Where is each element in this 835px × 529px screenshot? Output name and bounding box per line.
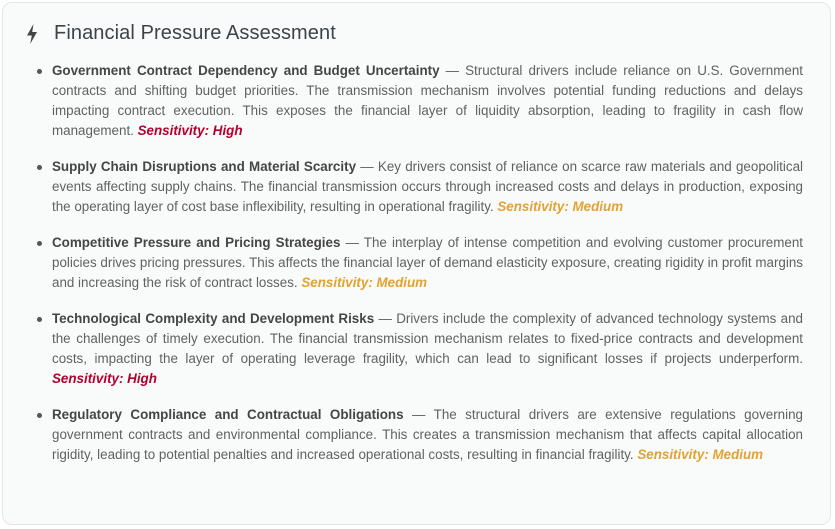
assessment-card xyxy=(2,2,831,525)
list-item xyxy=(35,61,803,141)
sensitivity-badge: Sensitivity: High xyxy=(137,123,243,138)
card-header xyxy=(25,22,336,45)
item-text: — The interplay of intense competition and evolving customer procurement policies drives pricing pressures. This affects the financial layer of demand elasticity exposure, creating rigidity in profit margins and increasing the risk of contract losses. xyxy=(52,235,803,290)
item-title: Regulatory Compliance and Contractual Obligations xyxy=(52,407,404,422)
assessment-list xyxy=(35,61,803,481)
list-item xyxy=(35,309,803,389)
list-item xyxy=(35,405,803,465)
item-text: — The structural drivers are extensive regulations governing government contracts and environmental compliance. This creates a transmission mechanism that affects capital allocation rigidity, leading to potential penalties and increased operational costs, resulting in financial fragility. xyxy=(52,407,803,462)
list-item xyxy=(35,157,803,217)
item-title: Competitive Pressure and Pricing Strategies xyxy=(52,235,341,250)
sensitivity-badge: Sensitivity: Medium xyxy=(497,199,624,214)
list-item xyxy=(35,233,803,293)
item-text: — Key drivers consist of reliance on scarce raw materials and geopolitical events affecting supply chains. The financial transmission occurs through increased costs and delays in production, exposing the operating layer of cost base inflexibility, resulting in operational fragility. xyxy=(52,159,803,214)
item-title: Technological Complexity and Development Risks xyxy=(52,311,375,326)
item-title: Government Contract Dependency and Budget Uncertainty xyxy=(52,63,440,78)
sensitivity-badge: Sensitivity: Medium xyxy=(301,275,428,290)
item-text: — Drivers include the complexity of advanced technology systems and the challenges of timely execution. The financial transmission mechanism relates to fixed-price contracts and development costs, impacting the layer of operating leverage fragility, which can lead to significant losses if projects underperform. xyxy=(52,311,803,366)
item-title: Supply Chain Disruptions and Material Scarcity xyxy=(52,159,357,174)
sensitivity-badge: Sensitivity: High xyxy=(52,371,157,386)
sensitivity-badge: Sensitivity: Medium xyxy=(637,447,764,462)
item-text: — Structural drivers include reliance on U.S. Government contracts and shifting budget priorities. The transmission mechanism involves potential funding reductions and delays impacting contract execution. This exposes the financial layer of liquidity absorption, leading to fragility in cash flow management. xyxy=(52,63,803,138)
page-title: Financial Pressure Assessment xyxy=(54,22,336,44)
lightning-bolt-icon xyxy=(25,23,39,45)
